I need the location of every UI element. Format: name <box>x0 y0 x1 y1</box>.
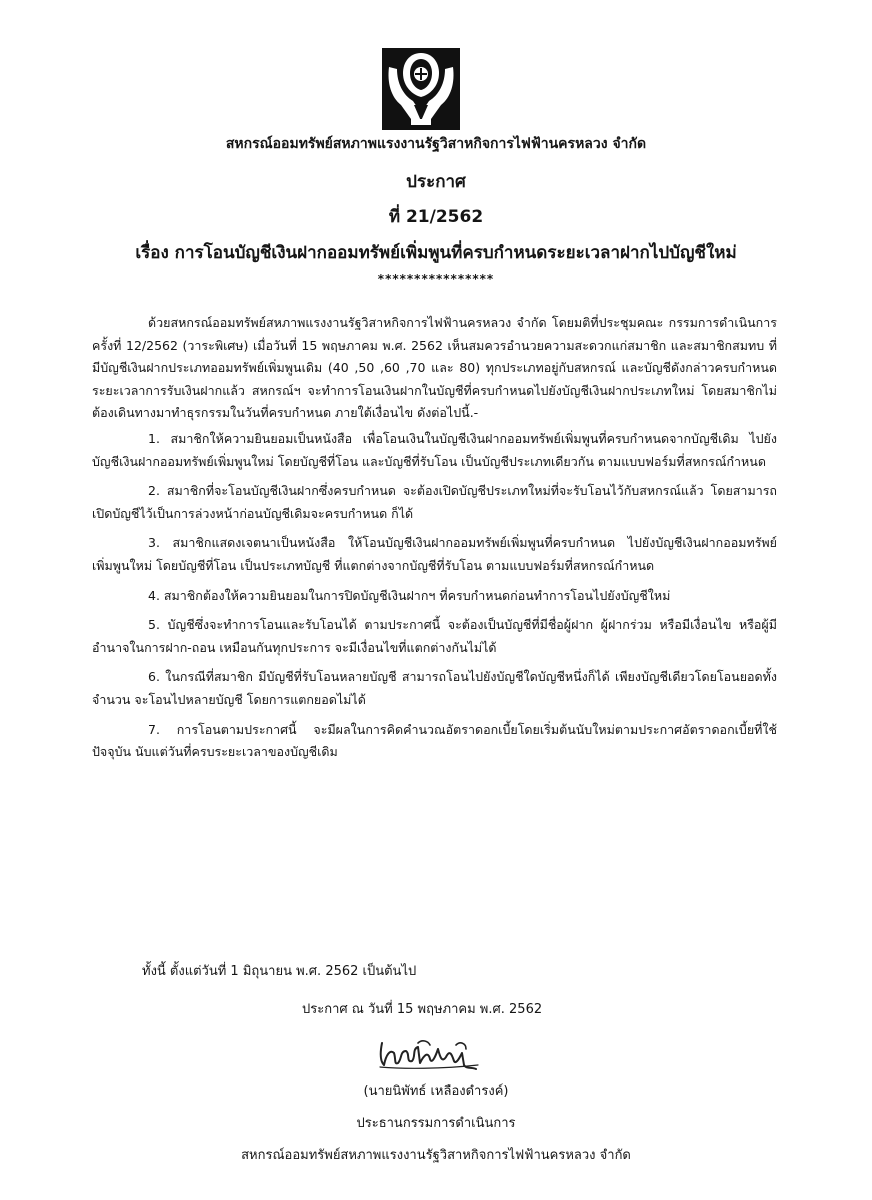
condition-item: 1. สมาชิกให้ความยินยอมเป็นหนังสือ เพื่อโอนเงินในบัญชีเงินฝากออมทรัพย์เพิ่มพูนที่ครบกำหนดจากบัญชีเดิม ไปยังบัญชีเงินฝากออมทรัพย์เพิ่มพูนใหม่ โดยบัญชีที่โอน และบัญชีที่รับโอน เป็นบัญชีประเภทเดียวกัน ตามแบบฟอร์มที่สหกรณ์กำหนด <box>92 430 777 469</box>
condition-item: 3. สมาชิกแสดงเจตนาเป็นหนังสือ ให้โอนบัญชีเงินฝากออมทรัพย์เพิ่มพูนที่ครบกำหนด ไปยังบัญชีเงินฝากออมทรัพย์เพิ่มพูนใหม่ โดยบัญชีที่โอน เป็นประเภทบัญชี ที่แตกต่างจากบัญชีที่รับโอน ตามแบบฟอร์มที่สหกรณ์กำหนด <box>92 535 777 573</box>
signatory-name: (นายนิพัทธ์ เหลืองดำรงค์) <box>363 1084 509 1099</box>
signatory-position: ประธานกรรมการดำเนินการ <box>356 1116 516 1131</box>
announcement-title: ประกาศ <box>406 172 466 192</box>
announcement-body <box>92 312 777 771</box>
condition-item: 2. สมาชิกที่จะโอนบัญชีเงินฝากซึ่งครบกำหนด จะต้องเปิดบัญชีประเภทใหม่ที่จะรับโอนไว้กับสหกรณ์แล้ว โดยสามารถเปิดบัญชีไว้เป็นการล่วงหน้าก่อนบัญชีเดิมจะครบกำหนด ก็ได้ <box>92 483 777 521</box>
effective-date: ทั้งนี้ ตั้งแต่วันที่ 1 มิถุนายน พ.ศ. 2562 เป็นต้นไป <box>142 964 417 979</box>
announcement-subject: เรื่อง การโอนบัญชีเงินฝากออมทรัพย์เพิ่มพูนที่ครบกำหนดระยะเวลาฝากไปบัญชีใหม่ <box>135 243 737 263</box>
organization-name: สหกรณ์ออมทรัพย์สหภาพแรงงานรัฐวิสาหกิจการไฟฟ้านครหลวง จำกัด <box>225 136 647 152</box>
condition-item: 7. การโอนตามประกาศนี้ จะมีผลในการคิดคำนวณอัตราดอกเบี้ยโดยเริ่มต้นนับใหม่ตามประกาศอัตราดอกเบี้ยที่ใช้ปัจจุบัน นับแต่วันที่ครบระยะเวลาของบัญชีเดิม <box>92 721 777 760</box>
condition-item: 4. สมาชิกต้องให้ความยินยอมในการปิดบัญชีเงินฝากฯ ที่ครบกำหนดก่อนทำการโอนไปยังบัญชีใหม่ <box>148 587 671 603</box>
intro-paragraph: ด้วยสหกรณ์ออมทรัพย์สหภาพแรงงานรัฐวิสาหกิจการไฟฟ้านครหลวง จำกัด โดยมติที่ประชุมคณะ กรรมการดำเนินการ ครั้งที่ 12/2562 (วาระพิเศษ) เมื่อวันที่ 15 พฤษภาคม พ.ศ. 2562 เห็นสมควรอำนวยความสะดวกแก่สมาชิก และสมาชิกสมทบ ที่มีบัญชีเงินฝากประเภทออมทรัพย์เพิ่มพูนเดิม (40 ,50 ,60 ,70 และ 80) ทุกประเภทอยู่กับสหกรณ์ และบัญชีดังกล่าวครบกำหนดระยะเวลาการรับเงินฝากแล้ว สหกรณ์ฯ จะทำการโอนเงินฝากในบัญชีที่ครบกำหนดไปยังบัญชีเงินฝากประเภทใหม่ โดยสมาชิกไม่ต้องเดินทางมาทำธุรกรรมในวันที่ครบกำหนด ภายใต้เงื่อนไข ดังต่อไปนี้.- <box>92 315 777 421</box>
cooperative-logo <box>381 47 461 131</box>
announcement-date: ประกาศ ณ วันที่ 15 พฤษภาคม พ.ศ. 2562 <box>302 1002 543 1017</box>
signatory-organization: สหกรณ์ออมทรัพย์สหภาพแรงงานรัฐวิสาหกิจการไฟฟ้านครหลวง จำกัด <box>241 1148 631 1163</box>
announcement-number: ที่ 21/2562 <box>388 207 484 227</box>
condition-item: 6. ในกรณีที่สมาชิก มีบัญชีที่รับโอนหลายบัญชี สามารถโอนไปยังบัญชีใดบัญชีหนึ่งก็ได้ เพียงบัญชีเดียวโดยโอนยอดทั้งจำนวน จะโอนไปหลายบัญชี โดยการแตกยอดไม่ได้ <box>92 669 777 707</box>
condition-item: 5. บัญชีซึ่งจะทำการโอนและรับโอนได้ ตามประกาศนี้ จะต้องเป็นบัญชีที่มีชื่อผู้ฝาก ผู้ฝากร่วม หรือมีเงื่อนไข หรือผู้มีอำนาจในการฝาก-ถอน เหมือนกันทุกประการ จะมีเงื่อนไขที่แตกต่างกันไม่ได้ <box>92 617 777 655</box>
handwritten-signature <box>372 1035 484 1075</box>
separator-stars: **************** <box>377 272 495 286</box>
